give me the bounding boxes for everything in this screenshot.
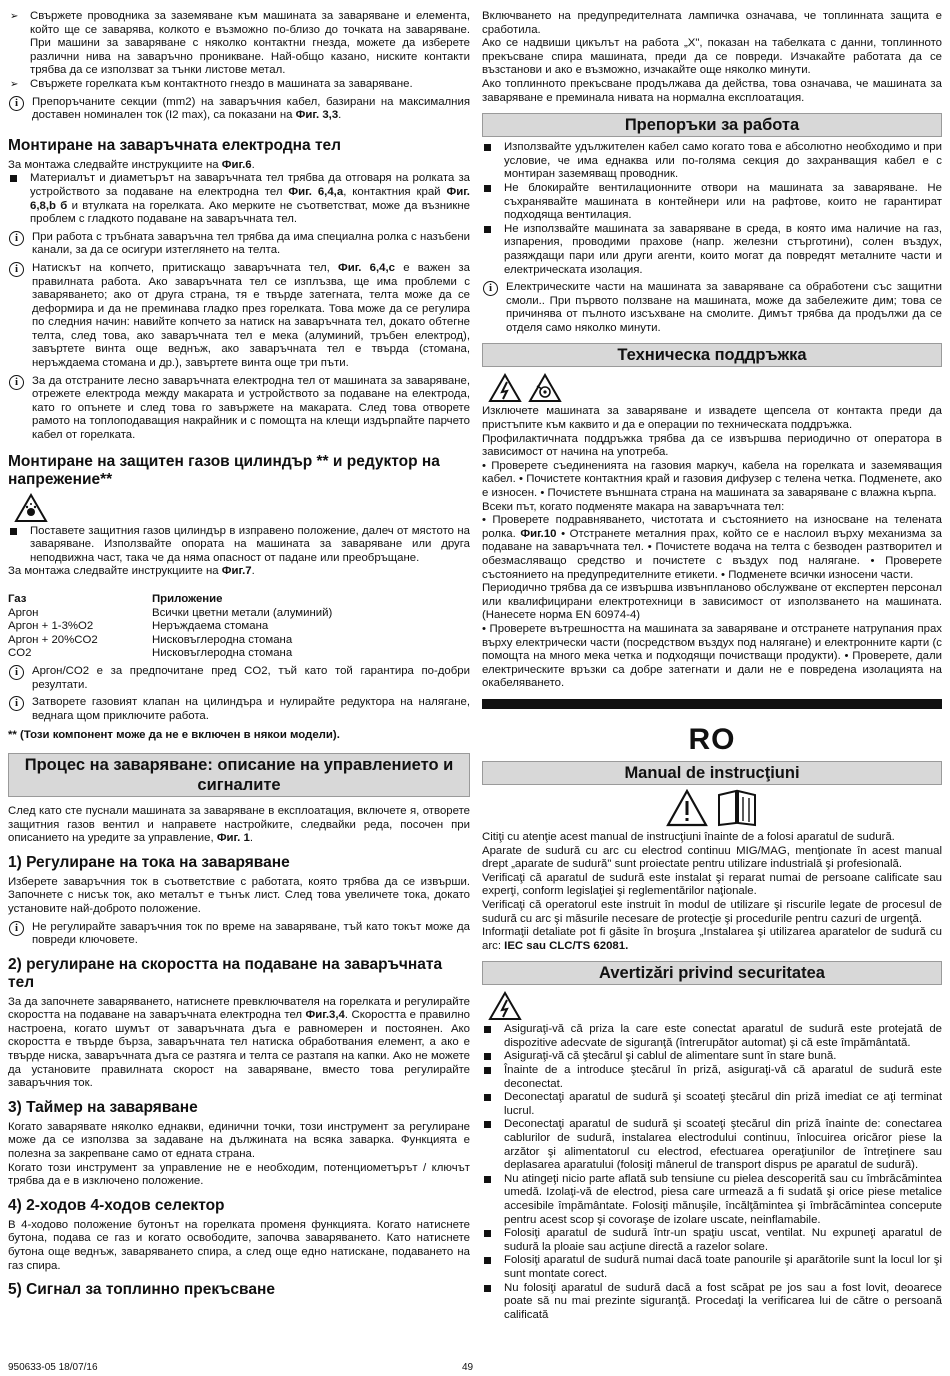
paragraph: Verificaţi că aparatul de sudură este instalat şi reparat numai de persoane calificate sau experţi, conform legislaţiei şi reglementărilor naţionale. [482, 871, 942, 898]
table-row: Аргон + 20%CO2 Нисковъглеродна стомана [8, 633, 293, 646]
gas-cylinder-warning-icon [14, 493, 48, 523]
section-band: Процес на заваряване: описание на управлението и сигналите [8, 753, 470, 797]
list-item: Не използвайте машината за заваряване в среда, в която има наличие на газ, изпарения, проводими прахове (напр. железни стърготини), солен въздух, разяждащи пари или други агенти, които могат да повредят металните части и електрическата изолация. [482, 223, 942, 277]
page-number: 49 [462, 1362, 474, 1373]
table-row: CO2 Нисковъглеродна стомана [8, 647, 293, 660]
list-item: Asiguraţi-vă că priza la care este conectat aparatul de sudură este protejată de dispozitive adecvate de siguranţă (întrerupător automat) şi că este împământată. [482, 1023, 942, 1050]
list-item: Înainte de a introduce ştecărul în priză, asiguraţi-vă că aparatul de sudură este deconectat. [482, 1064, 942, 1091]
info-icon: i [9, 696, 24, 711]
paragraph: Informaţii detaliate pot fi găsite în broşura „Instalarea şi utilizarea aparatelor de sudură cu arc: IEC sau CLC/TS 62081. [482, 926, 942, 952]
paragraph: За монтажа следвайте инструкциите на Фиг.7. [8, 565, 255, 578]
list-item: Nu folosiţi aparatul de sudură dacă a fost scăpat pe jos sau a fost lovit, deoarece poate să nu mai prezinte siguranţă. Procedaţi la verificarea lui de către o persoană calificată [482, 1282, 942, 1323]
paragraph: За да започнете заваряването, натиснете превключвателя на горелката и регулирайте скоростта на подаване на заваръчната електродна тел Фиг.3,4. Скоростта е правилно настроена, когато шумът от заваръчната дъга е равномерен и постоянен. Ако скоростта е твърде бърза, заваръчната тел натиска обработвания елемент, а ако е твърде ниска, заваръчната дъга се разтяга и телта се разтапя на капки. Ако не можете да установите правилната скорост на заваряване, вместо това регулирайте заваръчния ток. [8, 995, 470, 1090]
paragraph: Включването на предупредителната лампичка означава, че топлинната защита е сработила. [482, 10, 942, 36]
info-icon: i [9, 231, 24, 246]
paragraph: За монтажа следвайте инструкциите на Фиг.6. [8, 158, 255, 171]
list-item: Материалът и диаметърът на заваръчната тел трябва да отговаря на ролката за устройството за подаване на електродна тел Фиг. 6,4,а, контактния край Фиг. 6,8,b б и втулката на горелката. Ако мерките не съответстват, може да възникне проблем с гладкото подаване на заваръчната тел. [8, 172, 470, 226]
list-item: Поставете защитния газов цилиндър в изправено положение, далеч от мястото на заваряване. Използвайте опората на машината за заваряване или друга неподвижна част, така че да няма опасност от падане или преобръщане. [8, 525, 470, 566]
caution-icon [666, 789, 708, 827]
electric-hazard-icon [488, 373, 522, 403]
paragraph: Когато този инструмент за управление не е необходим, потенциометърът / ключът трябва да е в изключено положение. [8, 1161, 470, 1188]
section-heading: 5) Сигнал за топлинно прекъсване [8, 1281, 275, 1299]
paragraph: Изключете машината за заваряване и извадете щепсела от контакта преди да пристъпите към каквито и да е операции по техническата поддръжка. [482, 405, 942, 432]
info-note: i При работа с тръбната заваръчна тел трябва да има специална ролка с назъбени канали, за да се осигури изтеглянето на телта. [8, 231, 470, 258]
list-item: Deconectaţi aparatul de sudură şi scoateţi ştecărul din priză imediat ce aţi terminat lucrul. [482, 1091, 942, 1118]
paragraph: Ако топлинното прекъсване продължава да действа, това означава, че машината за заваряване е преминала нивата на нормална експлоатация. [482, 77, 942, 104]
list-item: Folosiţi aparatul de sudură numai dacă toate panourile şi aparătorile sunt la locul lor şi sunt montate corect. [482, 1254, 942, 1281]
read-manual-icon [716, 789, 758, 827]
left-column [8, 10, 470, 1299]
list-item: Folosiţi aparatul de sudură într-un spaţiu uscat, ventilat. Nu expuneţi aparatul de sudură la ploaie sau acţiune directă a razelor solare. [482, 1227, 942, 1254]
paragraph: Verificaţi că operatorul este instruit în modul de utilizare şi riscurile legate de procesul de sudură cu arc şi măsurile necesare de protecţie şi procedurile pentru cazuri de urgenţă. [482, 898, 942, 925]
section-heading: 3) Таймер на заваряване [8, 1098, 198, 1116]
section-band: Manual de instrucţiuni [482, 761, 942, 785]
section-heading: Монтиране на заваръчната електродна тел [8, 136, 342, 154]
paragraph: Ако се надвиши цикълът на работа „X", показан на табелката с данни, топлинното прекъсване спира машината, преди да се повреди. Изчакайте работата да се възстанови и ако е възможно, изчакайте още няколко минути. [482, 37, 942, 77]
table-row: Аргон Всички цветни метали (алуминий) [8, 606, 333, 619]
info-icon: i [483, 281, 498, 296]
paragraph: Профилактичната поддръжка трябва да се извършва периодично от оператора в зависимост от начина на употреба. [482, 432, 942, 459]
language-code: RO [688, 722, 736, 756]
table-row: Аргон + 1-3%O2 Неръждаема стомана [8, 620, 269, 633]
info-icon: i [9, 375, 24, 390]
info-note: i Не регулирайте заваръчния ток по време на заваряване, тъй като токът може да повреди ключовете. [8, 921, 470, 948]
section-band: Avertizări privind securitatea [482, 961, 942, 985]
section-band: Препоръки за работа [482, 113, 942, 137]
list-item: ➢ Свържете проводника за заземяване към машината за заваряване и елемента, който ще се заварява, колкото е възможно по-близо до точката на заваряване. При машини за заваряване с няколко контактни гнезда, можете да изберете различни нива на заваръчно проникване. Най-общо казано, ниските контакти трябва да се използват за тънки листове метал. [10, 10, 470, 77]
list-item: ➢ Свържете горелката към контактното гнездо в машината за заваряване. [10, 77, 413, 90]
paragraph: • Проверете съединенията на газовия маркуч, кабела на горелката и заземяващия кабел. • Почистете контактния край и газовия дифузер с телена четка. Подменете, ако е износен. • Почистете външната страна на машината за заваряване с влажна кърпа. [482, 459, 942, 500]
list-item: Nu atingeţi nicio parte aflată sub tensiune cu pielea descoperită sau cu îmbrăcămintea umedă. Izolaţi-vă de electrod, piesa care urmează a fi sudată şi orice piese metalice accesibile împământate. Folosiţi mănuşile, încălţămintea şi îmbrăcămintea concepute pentru acest scop şi covoraşe de izolare uscate, neinflamabile. [482, 1173, 942, 1227]
paragraph: Всеки път, когато подменяте макара на заваръчната тел: [482, 500, 785, 513]
info-icon: i [9, 96, 24, 111]
info-note: i Препоръчаните секции (mm2) на заваръчния кабел, базирани на максималния доставен номинален ток (I2 max), са показани на Фиг. 3,3. [8, 96, 470, 123]
info-note: i Аргон/CO2 е за предпочитане пред CO2, тъй като той гарантира по-добри резултати. [8, 665, 470, 692]
info-note: i Затворете газовият клапан на цилиндъра и нулирайте редуктора на налягане, веднага щом приключите работа. [8, 696, 470, 723]
info-icon: i [9, 262, 24, 277]
section-heading: 1) Регулиране на тока на заваряване [8, 853, 290, 871]
paragraph: Когато заварявате няколко еднакви, единични точки, този инструмент за регулиране може да се използва за задаване на дължината на всяка заварка. Функцията е полезна за закрепване само от едната страна. [8, 1120, 470, 1161]
paragraph: След като сте пуснали машината за заваряване в експлоатация, включете я, отворете защитния газов вентил и направете настройките, следвайки реда, посочен при описанието на уредите за управление, Фиг. 1. [8, 804, 470, 845]
document-code: 950633-05 18/07/16 [8, 1362, 98, 1373]
paragraph: • Проверете подравняването, чистотата и състоянието на износване на телената ролка. Фиг.10 • Отстранете металния прах, който се е наслоил върху механизма за подаване на заваръчната тел. • Почистете водача на телта с безводен разтворител и обезмасляващо средство и почистете с въздух под налягане. • Проверете състоянието на предупредителните етикети. • Подменете всички износени части. [482, 514, 942, 581]
paragraph: В 4-ходово положение бутонът на горелката променя функцията. Когато натиснете бутона, подава се газ и когато освободите, започва заваряването. Като натиснете бутона още веднъж, заваряването спира, а след още едно натискане, подаването на газ спира. [8, 1218, 470, 1272]
list-item: Asiguraţi-vă că ştecărul şi cablul de alimentare sunt în stare bună. [482, 1050, 942, 1064]
paragraph: Изберете заваръчния ток в съответствие с работата, която трябва да се извърши. Започнете с нисък ток, ако металът е тънък лист. След това увеличете тока, докато установите най-доброто положение. [8, 875, 470, 915]
list-item: Deconectaţi aparatul de sudură şi scoateţi ştecărul din priză înainte de: conectarea cablurilor de sudură, instalarea electrodului continuu, înlocuirea oricăror piese la arzător şi alimentatorul cu electrod, efectuarea operaţiunilor de întreţinere sau deplasarea aparatului (folosiţi mânerul de transport dispus pe aparatul de sudură). [482, 1118, 942, 1172]
footnote: ** (Този компонент може да не е включен в някои модели). [8, 729, 340, 742]
info-icon: i [9, 665, 24, 680]
electric-hazard-icon [488, 991, 522, 1021]
info-note: i Натискът на копчето, притискащо заваръчната тел, Фиг. 6,4,c е важен за правилната работа. Ако заваръчната тел се изплъзва, ще има проблеми с заваряването; ако от друга страна, тя е твърде затегната, телта може да се деформира и да не преминава гладко през горелката. Това може да се регулира по следния начин: навийте копчето за натиск на заваръчната тел, докато обтегне телта, след това, ако заваръчната тел е мека (алуминий, тръбен електрод), завъртете винта още веднъж, ако заваръчната тел е твърда (стомана, неръждаема стомана и др.), завъртете винта още три пъти. [8, 262, 470, 371]
info-icon: i [9, 921, 24, 936]
section-band: Техническа поддръжка [482, 343, 942, 367]
section-heading: 4) 2-ходов 4-ходов селектор [8, 1196, 225, 1214]
paragraph: Citiţi cu atenţie acest manual de instrucţiuni înainte de a folosi aparatul de sudură. [482, 830, 895, 843]
info-note: i Електрическите части на машината за заваряване са обработени със защитни смоли.. При първото ползване на машината, може да забележите дим; това се причинява от пълното изсъхване на смолите. Димът трябва да продължи да се отделя само няколко минути. [482, 281, 942, 335]
info-note: i За да отстраните лесно заваръчната електродна тел от машината за заваряване, отрежете електрода между макарата и устройството за подаване на електрода, като го опънете и след това го завържете на макарата. След това отворете рамото на топлоподаващия накрайник и с помощта на клещи издърпайте парчето кабел от горелката. [8, 375, 470, 443]
paragraph: Периодично трябва да се извършва извънпланово обслужване от експертен персонал или квалифицирани електротехници в зависимост от използването на машината. (Нанесете норма EN 60974-4) [482, 582, 942, 622]
section-heading: 2) регулиране на скоростта на подаване на заваръчната тел [8, 955, 443, 991]
paragraph: Aparate de sudură cu arc cu electrod continuu MIG/MAG, menţionate în acest manual drept „aparate de sudură" sunt proiectate pentru utilizare industrială şi profesională. [482, 844, 942, 871]
divider [482, 699, 942, 709]
gas-table: Газ Приложение Аргон Всички цветни метали (алуминий) Аргон + 1-3%O2 Неръждаема стомана Аргон + 20%CO2 Нисковъглеродна стомана CO2 Нисковъглеродна стомана [8, 593, 333, 660]
list-item: Не блокирайте вентилационните отвори на машината за заваряване. Не съхранявайте машината в контейнери или на рафтове, които не гарантират подходяща вентилация. [482, 182, 942, 223]
list-item: Използвайте удължителен кабел само когато това е абсолютно необходимо и при условие, че има еднаква или по-голяма секция до захранващия кабел е с монтиран заземяващ проводник. [482, 141, 942, 182]
right-column [482, 10, 942, 1322]
paragraph: • Проверете вътрешността на машината за заваряване и отстранете натрупания прах върху електрически части (посредством въздух под налягане) и електронните карти (с помощта на много мека четка и подходящи почистващи продукти). • Проверете, дали електрическите връзки са добре затегнати и дали не е повредена изолацията на окабеляването. [482, 622, 942, 690]
section-heading: Монтиране на защитен газов цилиндър ** и редуктор на напрежение** [8, 452, 440, 488]
rotating-parts-hazard-icon [528, 373, 562, 403]
